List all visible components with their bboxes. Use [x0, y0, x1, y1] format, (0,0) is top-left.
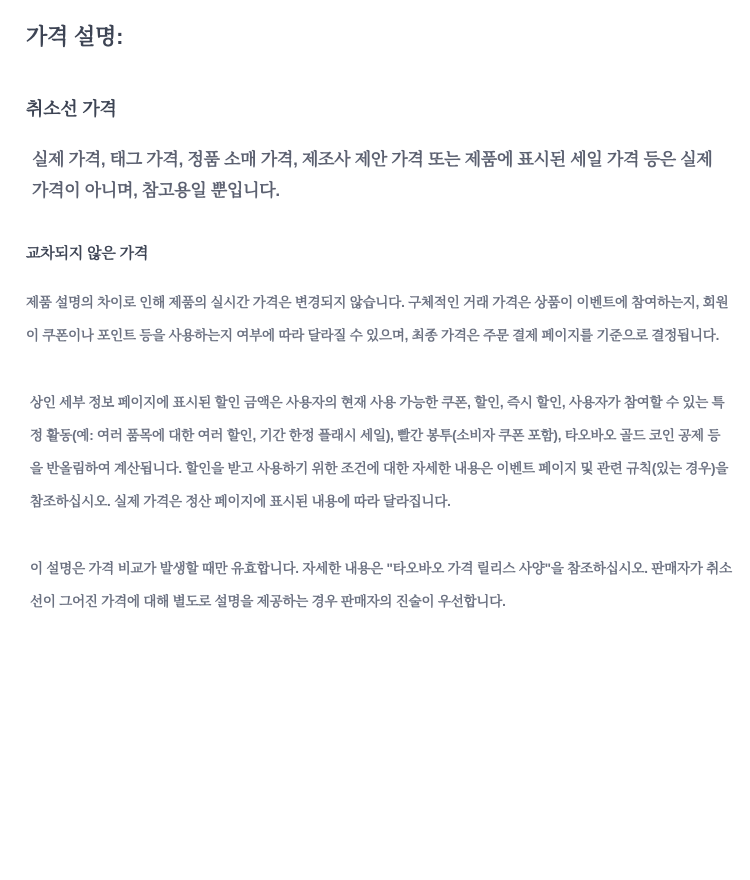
- body-paragraph-discount-calculation: 상인 세부 정보 페이지에 표시된 할인 금액은 사용자의 현재 사용 가능한 쿠폰, 할인, 즉시 할인, 사용자가 참여할 수 있는 특정 활동(예: 여러 품목에 대한 여러 할인, 기간 한정 플래시 세일), 빨간 봉투(소비자 쿠폰 포함), 타오바오 골드 코인 공제 등을 반올림하여 계산됩니다. 할인을 받고 사용하기 위한 조건에 대한 자세한 내용은 이벤트 페이지 및 관련 규칙(있는 경우)을 참조하십시오. 실제 가격은 정산 페이지에 표시된 내용에 따라 달라집니다.: [30, 394, 729, 510]
- spacer: [26, 122, 732, 144]
- spacer: [26, 264, 732, 286]
- spacer: [26, 53, 732, 97]
- spacer: [26, 518, 732, 552]
- lead-paragraph-strikethrough-price: 실제 가격, 태그 가격, 정품 소매 가격, 제조사 제안 가격 또는 제품에 표시된 세일 가격 등은 실제 가격이 아니며, 참고용일 뿐입니다.: [32, 149, 713, 201]
- spacer: [26, 352, 732, 386]
- spacer: [26, 207, 732, 243]
- body-paragraph-price-comparison-validity: 이 설명은 가격 비교가 발생할 때만 유효합니다. 자세한 내용은 "타오바오 가격 릴리스 사양"을 참조하십시오. 판매자가 취소선이 그어진 가격에 대해 별도로 설명을 제공하는 경우 판매자의 진술이 우선합니다.: [30, 561, 732, 610]
- section-strikethrough-price: [26, 97, 732, 207]
- page-title: 가격 설명:: [26, 24, 124, 49]
- section-non-crossed-price: [26, 243, 732, 619]
- sub-heading-non-crossed-price: 교차되지 않은 가격: [26, 244, 149, 262]
- body-paragraph-realtime-price: 제품 설명의 차이로 인해 제품의 실시간 가격은 변경되지 않습니다. 구체적인 거래 가격은 상품이 이벤트에 참여하는지, 회원이 쿠폰이나 포인트 등을 사용하는지 여부에 따라 달라질 수 있으며, 최종 가격은 주문 결제 페이지를 기준으로 결정됩니다.: [26, 294, 729, 343]
- section-heading-strikethrough-price: 취소선 가격: [26, 98, 117, 119]
